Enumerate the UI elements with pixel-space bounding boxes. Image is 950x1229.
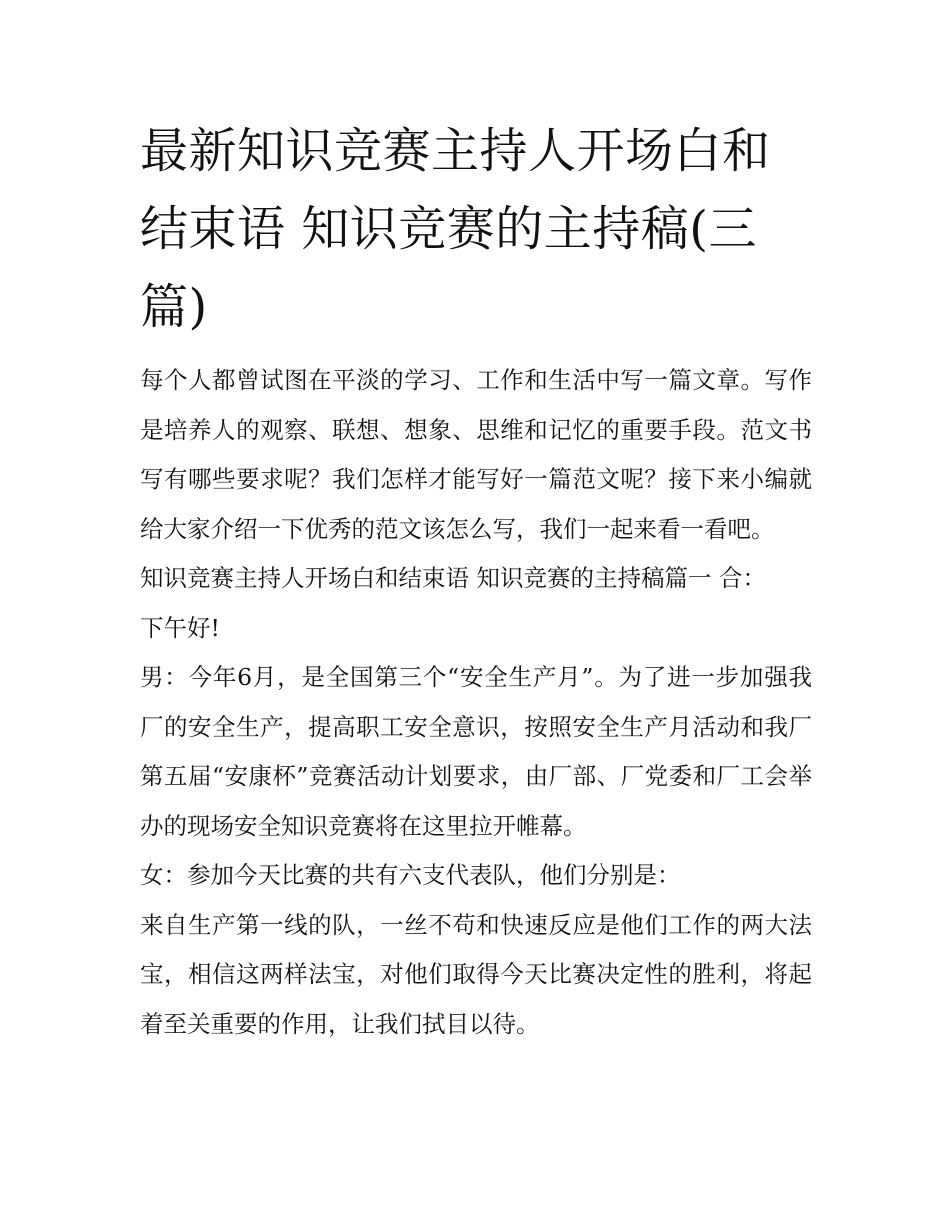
section-heading-paragraph: 知识竞赛主持人开场白和结束语 知识竞赛的主持稿篇一 合： bbox=[140, 564, 766, 592]
team-intro-paragraph: 来自生产第一线的队，一丝不苟和快速反应是他们工作的两大法宝，相信这两样法宝，对他们取得今天比赛决定性的胜利，将起着至关重要的作用，让我们拭目以待。 bbox=[140, 910, 812, 1038]
document-title: 最新知识竞赛主持人开场白和结束语 知识竞赛的主持稿(三篇) bbox=[140, 123, 771, 335]
male-host-paragraph: 男：今年6月，是全国第三个“安全生产月”。为了进一步加强我厂的安全生产，提高职工安全意识，按照安全生产月活动和我厂第五届“安康杯”竞赛活动计划要求，由厂部、厂党委和厂工会举办的现场安全知识竞赛将在这里拉开帷幕。 bbox=[140, 663, 812, 840]
greeting-paragraph: 下午好! bbox=[140, 613, 220, 642]
intro-paragraph: 每个人都曾试图在平淡的学习、工作和生活中写一篇文章。写作是培养人的观察、联想、想象、思维和记忆的重要手段。范文书写有哪些要求呢？我们怎样才能写好一篇范文呢？接下来小编就给大家介绍一下优秀的范文该怎么写，我们一起来看一看吧。 bbox=[140, 366, 812, 543]
document-page bbox=[140, 112, 812, 1049]
female-host-paragraph: 女：参加今天比赛的共有六支代表队，他们分别是： bbox=[140, 861, 681, 889]
